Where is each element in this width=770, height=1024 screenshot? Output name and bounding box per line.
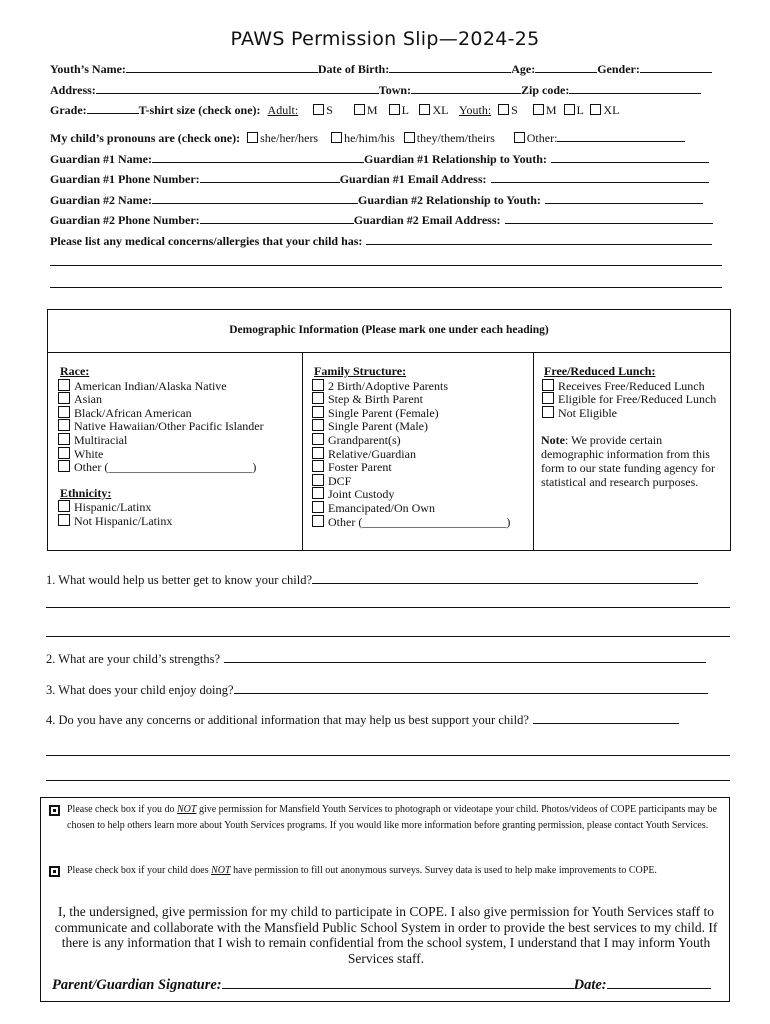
g1-email-field[interactable] — [491, 171, 709, 183]
age-field[interactable] — [535, 61, 597, 73]
grade-row — [50, 102, 619, 118]
checkbox[interactable] — [312, 487, 324, 499]
race-option[interactable] — [58, 406, 264, 420]
race-option[interactable] — [58, 379, 264, 393]
question-2 — [46, 651, 706, 667]
checkbox[interactable] — [312, 474, 324, 486]
page-title: PAWS Permission Slip—2024-25 — [230, 28, 540, 50]
tshirt-label: T-shirt size (check one): — [138, 103, 261, 117]
grade-field[interactable] — [87, 102, 139, 114]
youth-xl-checkbox[interactable] — [590, 104, 601, 115]
question-text: 2. What are your child’s strengths? — [46, 652, 221, 666]
demographic-heading: Demographic Information (Please mark one under each heading) — [229, 324, 549, 336]
medical-row — [50, 233, 712, 249]
option-label: Joint Custody — [328, 487, 395, 502]
town-field[interactable] — [411, 82, 521, 94]
option-label: Asian — [74, 392, 102, 407]
option-label: Eligible for Free/Reduced Lunch — [558, 392, 717, 407]
signature-row — [52, 975, 711, 994]
answer-field[interactable] — [234, 682, 708, 694]
answer-line[interactable] — [46, 780, 730, 781]
youth-name-field[interactable] — [126, 61, 318, 73]
ethnicity-option[interactable] — [58, 500, 264, 514]
checkbox[interactable] — [58, 392, 70, 404]
survey-consent-text: Please check box if your child does — [67, 865, 212, 876]
youth-name-label: Youth’s Name: — [50, 62, 126, 76]
survey-consent-text: have permission to fill out anonymous surveys. Survey data is used to help make improvements to COPE. — [230, 865, 657, 876]
guardian1-row — [50, 151, 709, 167]
option-label: Emancipated/On Own — [328, 500, 435, 515]
checkbox[interactable] — [542, 406, 554, 418]
date-field[interactable] — [607, 975, 711, 989]
family-option[interactable] — [312, 406, 510, 420]
g2-rel-label: Guardian #2 Relationship to Youth: — [358, 193, 541, 207]
family-option[interactable] — [312, 433, 510, 447]
family-title: Family Structure: — [314, 364, 407, 378]
checkbox[interactable] — [312, 392, 324, 404]
dob-label: Date of Birth: — [317, 62, 390, 76]
answer-line[interactable] — [46, 607, 730, 608]
family-option[interactable] — [312, 460, 510, 474]
survey-consent-not: NOT — [211, 865, 231, 876]
checkbox[interactable] — [312, 515, 324, 527]
size-label: S — [326, 103, 333, 117]
survey-consent — [49, 863, 719, 880]
size-label: M — [366, 103, 378, 117]
checkbox[interactable] — [58, 460, 70, 472]
checkbox[interactable] — [542, 379, 554, 391]
lunch-option[interactable] — [542, 392, 716, 406]
g2-rel-field[interactable] — [545, 192, 703, 204]
option-label: DCF — [328, 473, 352, 488]
option-label: Not Eligible — [558, 405, 617, 420]
race-option[interactable] — [58, 460, 264, 474]
address-row — [50, 82, 701, 98]
checkbox[interactable] — [312, 433, 324, 445]
family-option[interactable] — [312, 501, 510, 515]
guardian2-contact-row — [50, 212, 713, 228]
family-option[interactable] — [312, 379, 510, 393]
checkbox[interactable] — [58, 419, 70, 431]
lunch-note — [541, 433, 727, 489]
ethnicity-option[interactable] — [58, 514, 264, 528]
question-text: 1. What would help us better get to know your child? — [46, 573, 313, 587]
size-label: L — [401, 103, 409, 117]
option-label: Other (________________________) — [328, 514, 511, 529]
guardian2-row — [50, 192, 703, 208]
g1-name-field[interactable] — [152, 151, 364, 163]
option-label: Black/African American — [74, 405, 192, 420]
option-label: Multiracial — [74, 432, 128, 447]
option-label: Single Parent (Male) — [328, 419, 428, 434]
town-label: Town: — [378, 83, 412, 97]
survey-consent-checkbox[interactable] — [49, 866, 60, 877]
g1-rel-label: Guardian #1 Relationship to Youth: — [364, 152, 547, 166]
g2-phone-field[interactable] — [200, 212, 354, 224]
medical-label: Please list any medical concerns/allergies that your child has: — [50, 234, 363, 248]
dob-field[interactable] — [389, 61, 511, 73]
option-label: Grandparent(s) — [328, 432, 401, 447]
signature-label: Parent/Guardian Signature: — [52, 977, 222, 993]
demographic-divider — [47, 352, 731, 353]
pronoun-label: he/him/his — [344, 131, 395, 145]
zip-label: Zip code: — [521, 83, 570, 97]
photo-consent-text: give permission for Mansfield Youth Services to photograph or videotape your child. Photos/videos of COPE participants may be chosen to help others learn more about Youth Services programs. If you would like more information before granting permission, please contact Youth Services. — [67, 804, 717, 831]
adult-l-checkbox[interactable] — [389, 104, 400, 115]
pronoun-other-field[interactable] — [557, 130, 685, 142]
address-field[interactable] — [96, 82, 379, 94]
pronouns-row — [50, 130, 685, 146]
option-label: Step & Birth Parent — [328, 392, 423, 407]
g1-name-label: Guardian #1 Name: — [50, 152, 152, 166]
g1-rel-field[interactable] — [551, 151, 709, 163]
answer-line[interactable] — [46, 636, 730, 637]
gender-label: Gender: — [597, 62, 640, 76]
photo-consent-checkbox[interactable] — [49, 805, 60, 816]
pronoun-label: Other: — [526, 131, 558, 145]
option-label: 2 Birth/Adoptive Parents — [328, 378, 448, 393]
g1-phone-label: Guardian #1 Phone Number: — [50, 172, 200, 186]
permission-statement: I, the undersigned, give permission for my child to participate in COPE. I also give permission for Youth Services staff to communicate and collaborate with the Mansfield Public School System in order to provide the best services to my child. If there is any information that I wish to remain confidential from the school system, I understand that I may inform Youth Services staff. — [54, 904, 718, 966]
size-label: XL — [432, 103, 449, 117]
photo-consent-text: Please check box if you do — [67, 804, 177, 815]
youth-s-checkbox[interactable] — [498, 104, 509, 115]
medical-line[interactable] — [50, 265, 722, 266]
race-option[interactable] — [58, 447, 264, 461]
family-option[interactable] — [312, 419, 510, 433]
g2-name-field[interactable] — [152, 192, 358, 204]
age-label: Age: — [511, 62, 536, 76]
pronoun-other-checkbox[interactable] — [514, 132, 525, 143]
family-option[interactable] — [312, 447, 510, 461]
race-column — [58, 365, 264, 528]
question-4 — [46, 712, 679, 728]
g1-phone-field[interactable] — [200, 171, 340, 183]
checkbox[interactable] — [58, 406, 70, 418]
g2-name-label: Guardian #2 Name: — [50, 193, 152, 207]
g2-phone-label: Guardian #2 Phone Number: — [50, 213, 200, 227]
grade-label: Grade: — [50, 103, 87, 117]
photo-consent — [49, 802, 719, 834]
date-label: Date: — [573, 977, 607, 993]
youth-m-checkbox[interactable] — [533, 104, 544, 115]
medical-line[interactable] — [50, 287, 722, 288]
checkbox[interactable] — [312, 501, 324, 513]
race-option[interactable] — [58, 419, 264, 433]
adult-xl-checkbox[interactable] — [419, 104, 430, 115]
pronouns-label: My child’s pronouns are (check one): — [50, 131, 241, 145]
size-label: M — [545, 103, 557, 117]
pronoun-she-checkbox[interactable] — [247, 132, 258, 143]
signature-field[interactable] — [222, 975, 574, 989]
adult-m-checkbox[interactable] — [354, 104, 365, 115]
checkbox[interactable] — [58, 500, 70, 512]
answer-field[interactable] — [533, 712, 679, 724]
answer-line[interactable] — [46, 755, 730, 756]
guardian1-contact-row — [50, 171, 709, 187]
answer-field[interactable] — [224, 651, 706, 663]
lunch-option[interactable] — [542, 379, 716, 393]
checkbox[interactable] — [312, 447, 324, 459]
g2-email-label: Guardian #2 Email Address: — [353, 213, 501, 227]
checkbox[interactable] — [312, 379, 324, 391]
race-option[interactable] — [58, 392, 264, 406]
youth-label: Youth: — [459, 103, 492, 117]
ethnicity-title: Ethnicity: — [60, 485, 112, 500]
column-divider — [533, 352, 534, 551]
address-label: Address: — [50, 83, 96, 97]
size-label: XL — [603, 103, 620, 117]
option-label: American Indian/Alaska Native — [74, 378, 227, 393]
size-label: S — [511, 103, 518, 117]
family-option[interactable] — [312, 474, 510, 488]
checkbox[interactable] — [58, 433, 70, 445]
answer-field[interactable] — [312, 572, 698, 584]
youth-name-row — [50, 61, 712, 77]
column-divider — [302, 352, 303, 551]
option-label: Other (________________________) — [74, 460, 257, 475]
note-text: : We provide certain demographic information from this form to our state funding agency for statistical and research purposes. — [541, 433, 715, 489]
g1-email-label: Guardian #1 Email Address: — [339, 172, 487, 186]
question-text: 4. Do you have any concerns or additional information that may help us best support your child? — [46, 713, 529, 727]
family-option[interactable] — [312, 392, 510, 406]
checkbox[interactable] — [542, 392, 554, 404]
checkbox[interactable] — [58, 514, 70, 526]
note-label: Note — [541, 433, 565, 447]
youth-l-checkbox[interactable] — [564, 104, 575, 115]
checkbox[interactable] — [58, 447, 70, 459]
option-label: Not Hispanic/Latinx — [74, 513, 173, 528]
lunch-option[interactable] — [542, 406, 716, 420]
option-label: Hispanic/Latinx — [74, 500, 152, 515]
photo-consent-not: NOT — [176, 804, 197, 815]
option-label: Receives Free/Reduced Lunch — [558, 378, 705, 393]
medical-field[interactable] — [366, 233, 712, 245]
zip-field[interactable] — [569, 82, 701, 94]
race-option[interactable] — [58, 433, 264, 447]
question-1 — [46, 572, 698, 588]
option-label: Relative/Guardian — [328, 446, 416, 461]
checkbox[interactable] — [312, 406, 324, 418]
gender-field[interactable] — [640, 61, 712, 73]
pronoun-label: she/her/hers — [260, 131, 319, 145]
adult-s-checkbox[interactable] — [313, 104, 324, 115]
option-label: Single Parent (Female) — [328, 405, 439, 420]
race-title: Race: — [60, 364, 90, 378]
question-3 — [46, 682, 708, 698]
adult-label: Adult: — [267, 103, 299, 117]
option-label: Foster Parent — [328, 460, 392, 475]
pronoun-label: they/them/theirs — [416, 131, 495, 145]
checkbox[interactable] — [58, 379, 70, 391]
checkbox[interactable] — [312, 460, 324, 472]
option-label: White — [74, 446, 104, 461]
pronoun-they-checkbox[interactable] — [404, 132, 415, 143]
pronoun-he-checkbox[interactable] — [331, 132, 342, 143]
question-text: 3. What does your child enjoy doing? — [46, 683, 234, 697]
g2-email-field[interactable] — [505, 212, 713, 224]
family-column — [312, 365, 510, 528]
lunch-column — [542, 365, 716, 419]
checkbox[interactable] — [312, 419, 324, 431]
lunch-title: Free/Reduced Lunch: — [544, 364, 656, 378]
option-label: Native Hawaiian/Other Pacific Islander — [74, 419, 264, 434]
size-label: L — [576, 103, 584, 117]
family-option[interactable] — [312, 487, 510, 501]
family-option[interactable] — [312, 515, 510, 529]
